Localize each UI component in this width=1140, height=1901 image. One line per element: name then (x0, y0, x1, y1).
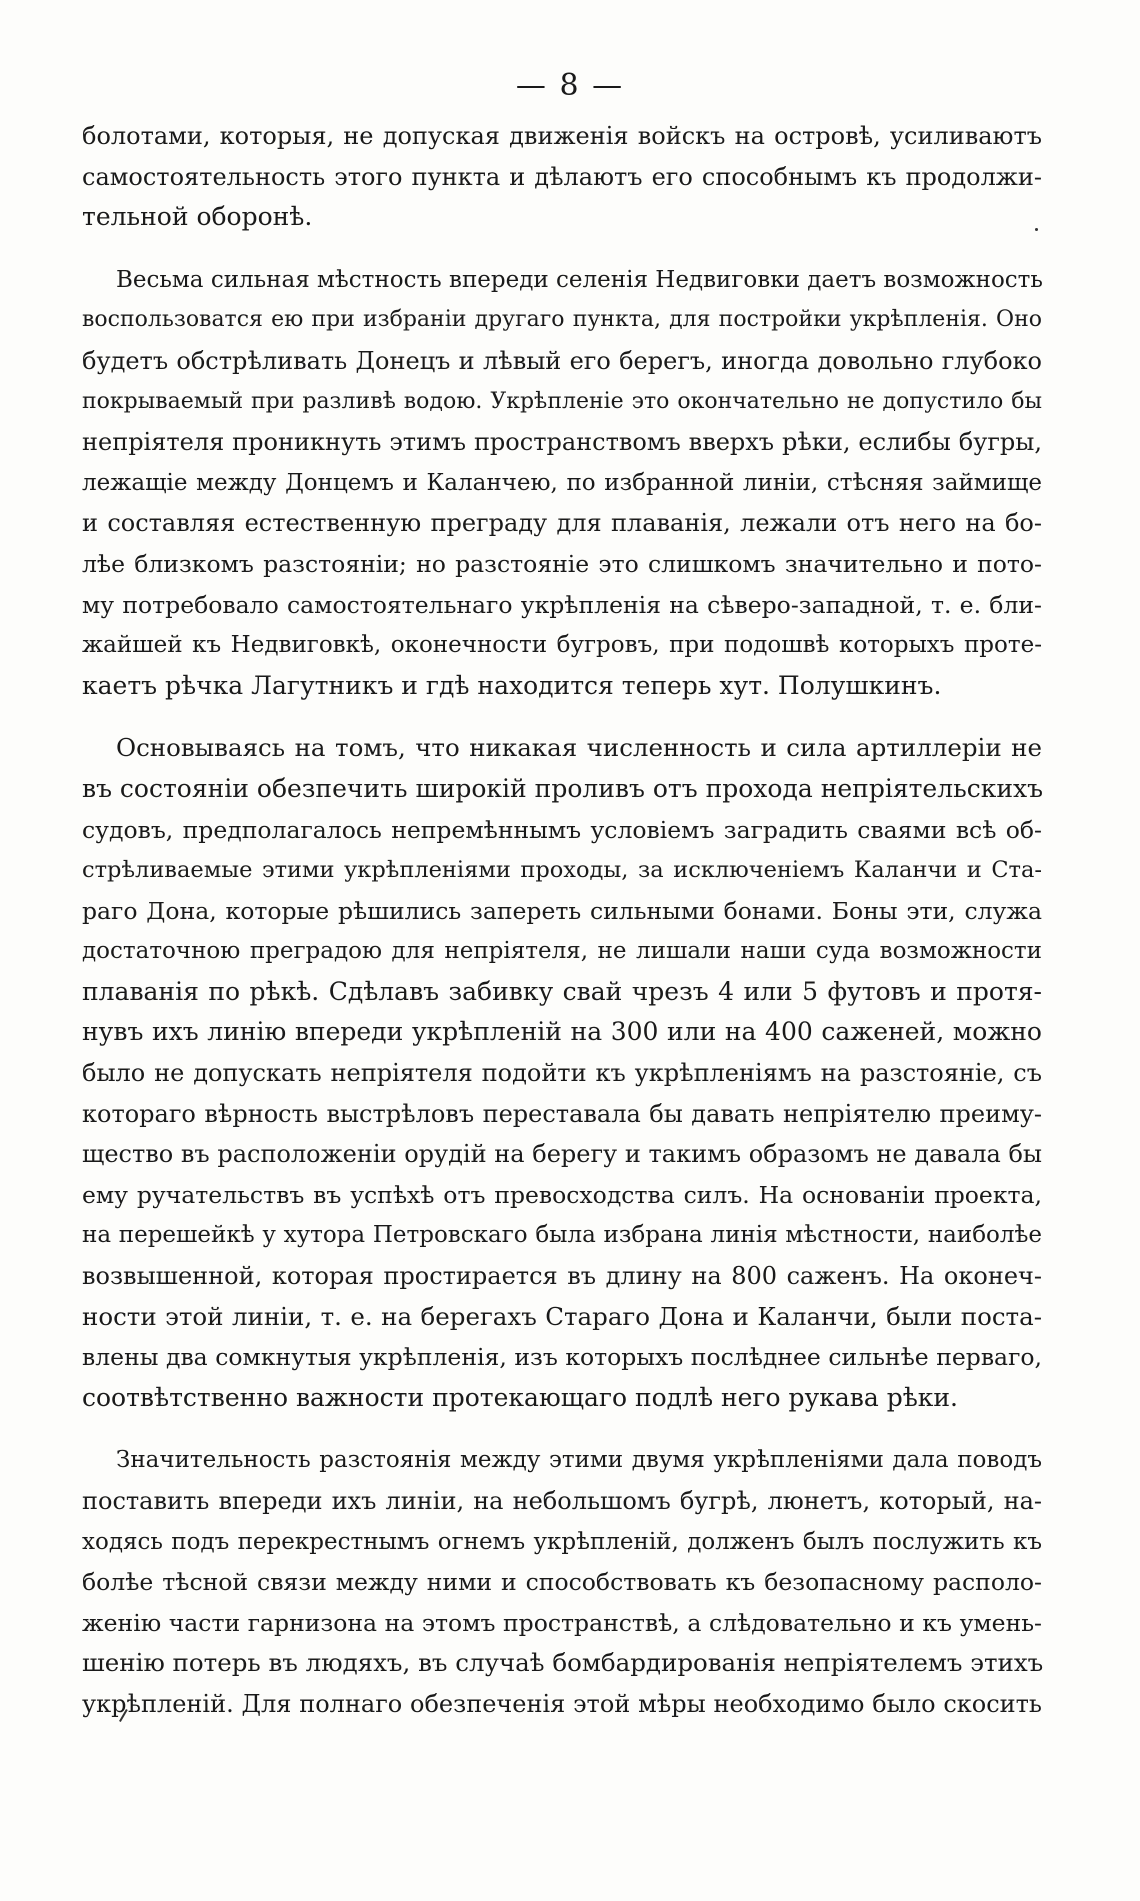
text-line: Основываясь на томъ, что никакая численность и сила артиллеріи не (116, 733, 1042, 763)
text-line: лѣе близкомъ разстояніи; но разстояніе это слишкомъ значительно и пото- (82, 549, 1042, 578)
page-number: — 8 — (515, 68, 625, 103)
text-line: котораго вѣрность выстрѣловъ переставала бы давать непріятелю преиму- (82, 1099, 1042, 1128)
text-line: влены два сомкнутыя укрѣпленія, изъ которыхъ послѣднее сильнѣе перваго, (82, 1343, 1042, 1372)
text-line: непріятеля проникнуть этимъ пространствомъ вверхъ рѣки, еслибы бугры, (82, 428, 1042, 457)
text-line: ходясь подъ перекрестнымъ огнемъ укрѣпленій, долженъ былъ послужить къ (82, 1528, 1042, 1555)
paragraph-4 (82, 1440, 1042, 1724)
text-line: Значительность разстоянія между этими двумя укрѣпленіями дала поводъ (116, 1447, 1042, 1474)
text-line: жайшей къ Недвиговкѣ, оконечности бугровъ, при подошвѣ которыхъ проте- (82, 632, 1042, 659)
text-line: укрѣпленій. Для полнаго обезпеченія этой мѣры необходимо было скосить (82, 1689, 1042, 1718)
text-line: и составляя естественную преграду для плаванія, лежали отъ него на бо- (82, 509, 1042, 538)
text-line: воспользоватся ею при избраніи другаго пункта, для постройки укрѣпленія. Оно (82, 307, 1042, 333)
text-line: шенію потерь въ людяхъ, въ случаѣ бомбардированія непріятелемъ этихъ (82, 1648, 1044, 1678)
text-line: ности этой линіи, т. е. на берегахъ Стараго Дона и Каланчи, были поста- (82, 1301, 1042, 1331)
text-body (82, 116, 1042, 1725)
text-line: щество въ расположеніи орудій на берегу и такимъ образомъ не давала бы (82, 1140, 1042, 1169)
text-line: женію части гарнизона на этомъ пространствѣ, а слѣдовательно и къ умень- (82, 1608, 1042, 1637)
text-line: будетъ обстрѣливать Донецъ и лѣвый его берегъ, иногда довольно глубоко (82, 346, 1042, 375)
text-line: Весьма сильная мѣстность впереди селенія Недвиговки даетъ возможность (116, 266, 1043, 293)
text-line: судовъ, предполагалось непремѣннымъ условіемъ заградить сваями всѣ об- (82, 815, 1042, 844)
text-line: самостоятельность этого пункта и дѣлаютъ его способнымъ къ продолжи- (82, 162, 1042, 191)
text-line: было не допускать непріятеля подойти къ укрѣпленіямъ на разстояніе, съ (82, 1059, 1042, 1088)
text-line: болотами, которыя, не допуская движенія войскъ на островѣ, усиливаютъ (82, 122, 1042, 150)
paragraph-3 (82, 728, 1042, 1418)
paragraph-2 (82, 260, 1042, 707)
text-line: поставить впереди ихъ линіи, на небольшомъ бугрѣ, люнетъ, который, на- (82, 1487, 1042, 1515)
paragraph-1 (82, 116, 1042, 238)
text-line: каетъ рѣчка Лагутникъ и гдѣ находится теперь хут. Полушкинъ. (82, 670, 942, 700)
text-line: на перешейкѣ у хутора Петровскаго была избрана линія мѣстности, наиболѣе (82, 1222, 1042, 1249)
text-line: болѣе тѣсной связи между ними и способствовать къ безопасному располо- (82, 1568, 1042, 1597)
text-line: возвышенной, которая простирается въ длину на 800 саженъ. На оконеч- (82, 1262, 1042, 1291)
text-line: соотвѣтственно важности протекающаго подлѣ него рукава рѣки. (82, 1382, 959, 1412)
text-line: раго Дона, которые рѣшились запереть сильными бонами. Боны эти, служа (82, 896, 1042, 925)
text-line: му потребовало самостоятельнаго укрѣпленія на сѣверо-западной, т. е. бли- (82, 590, 1042, 619)
text-line: плаванія по рѣкѣ. Сдѣлавъ забивку свай чрезъ 4 или 5 футовъ и протя- (82, 976, 1042, 1006)
text-line: достаточною преградою для непріятеля, не лишали наши суда возможности (82, 938, 1042, 965)
text-line: ему ручательствъ въ успѣхѣ отъ превосходства силъ. На основаніи проекта, (82, 1180, 1042, 1209)
text-line: покрываемый при разливѣ водою. Укрѣпленіе это окончательно не допустило бы (82, 388, 1042, 414)
text-line: стрѣливаемые этими укрѣпленіями проходы, за исключеніемъ Каланчи и Ста- (82, 857, 1042, 884)
text-line: въ состояніи обезпечить широкій проливъ отъ прохода непріятельскихъ (82, 773, 1043, 803)
text-line: нувъ ихъ линію впереди укрѣпленій на 300 или на 400 саженей, можно (82, 1017, 1042, 1047)
text-line: тельной оборонѣ. (82, 202, 313, 232)
text-line: лежащіе между Донцемъ и Каланчею, по избранной линіи, стѣсняя займище (82, 469, 1042, 496)
